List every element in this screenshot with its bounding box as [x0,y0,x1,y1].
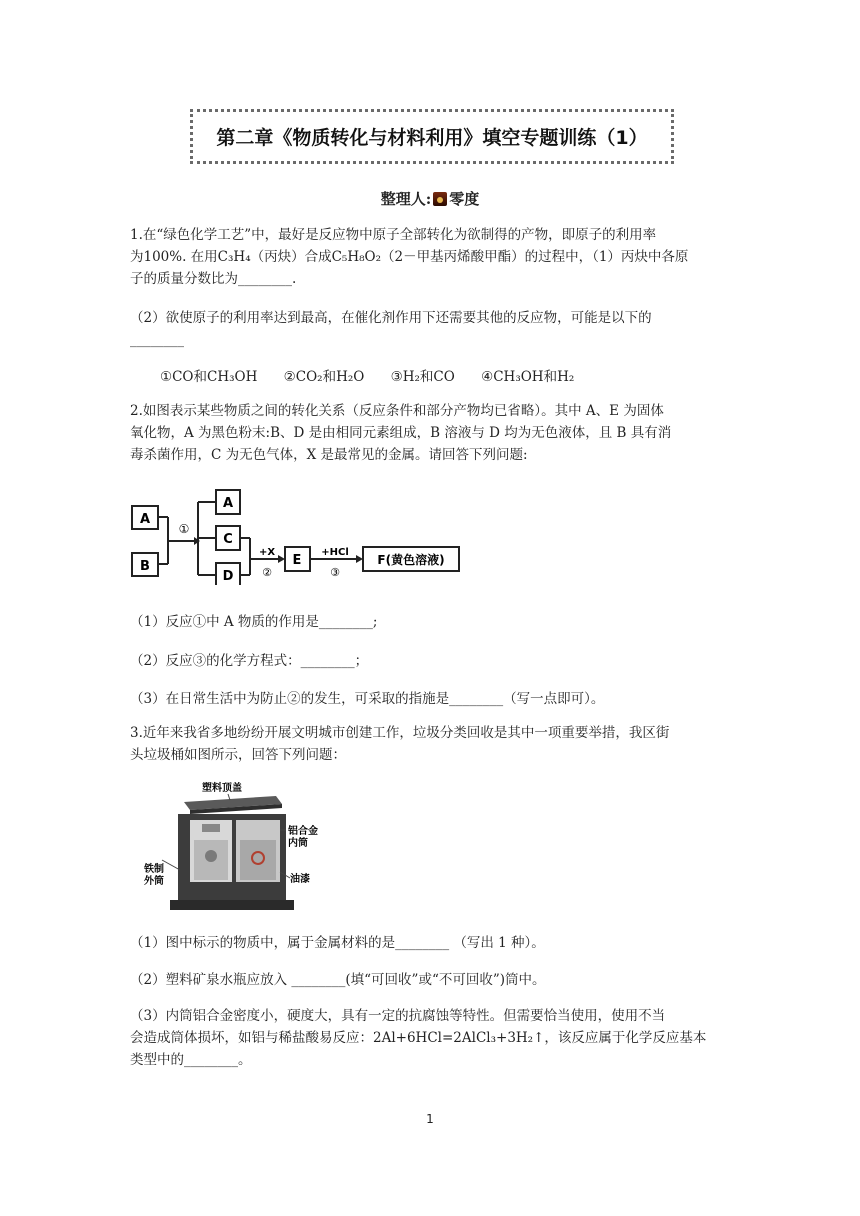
title-box [190,109,674,164]
q1-option-3: ③H₂和CO [390,369,455,385]
box-d-label: D [222,569,234,584]
reagent-x-label: +X [258,547,276,558]
q3-sub-2-text: （2）塑料矿泉水瓶应放入 ________(填“可回收”或“不可回收”)筒中。 [130,972,546,988]
step-3-label: ③ [330,566,340,579]
q1-line-1: 1.在“绿色化学工艺”中，最好是反应物中原子全部转化为欲制得的产物，即原子的利用率 [130,227,657,243]
q1-option-4: ④CH₃OH和H₂ [481,369,575,385]
question-1-part-2 [130,307,730,351]
label-iron: 铁制 [144,864,164,875]
q1-blank: ________ [130,332,184,348]
q3-sub-1-text: （1）图中标示的物质中，属于金属材料的是________ （写出 1 种）。 [130,935,545,951]
q3-sub-3-line-3: 类型中的________。 [130,1052,252,1068]
q1-sub-2: （2）欲使原子的利用率达到最高，在催化剂作用下还需要其他的反应物，可能是以下的 [130,310,652,326]
bin-inner-right-shape [240,840,276,880]
page-title: 第二章《物质转化与材料利用》填空专题训练（1） [216,127,648,149]
compiler-label: 整理人: [380,190,432,208]
box-c-label: C [223,532,233,547]
q3-sub-1 [130,932,730,954]
label-plastic-lid: 塑料顶盖 [202,783,242,794]
q3-sub-2 [130,969,730,991]
box-a1-label: A [139,512,151,527]
box-b-label: B [140,559,150,574]
box-f-label: F(黄色溶液) [377,553,445,567]
q1-option-1: ①CO和CH₃OH [160,369,258,385]
compiler-line [0,188,860,209]
q3-sub-3-line-2: 会造成筒体损坏，如铝与稀盐酸易反应：2Al+6HCl=2AlCl₃+3H₂↑，该反应属于化学反应基本 [130,1030,707,1046]
q1-line-2: 为100%. 在用C₃H₄（丙炔）合成C₅H₈O₂（2－甲基丙烯酸甲酯）的过程中，（1）丙炔中各原 [130,249,689,265]
page-number: 1 [426,1112,434,1126]
q2-sub-3-text: （3）在日常生活中为防止②的发生，可采取的指施是________（写一点即可）。 [130,691,605,707]
q3-sub-3-line-1: （3）内筒铝合金密度小，硬度大，具有一定的抗腐蚀等特性。但需要恰当使用，使用不当 [130,1008,666,1024]
q2-flow-diagram [128,485,463,585]
label-inner-tube: 内筒 [288,838,308,849]
q3-line-1: 3.近年来我省多地纷纷开展文明城市创建工作，垃圾分类回收是其中一项重要举措，我区街 [130,725,670,741]
q2-line-1: 2.如图表示某些物质之间的转化关系（反应条件和部分产物均已省略）。其中 A、E 为固体 [130,403,664,419]
q3-line-2: 头垃圾桶如图所示，回答下列问题： [130,747,346,763]
compiler-logo-icon [433,192,447,206]
question-1 [130,224,730,290]
step-2-label: ② [262,566,272,579]
question-3 [130,722,730,766]
q2-line-2: 氧化物，A 为黑色粉末:B、D 是由相同元素组成，B 溶液与 D 均为无色液体，且 B 具有消 [130,425,672,441]
q2-sub-1 [130,611,730,633]
q2-sub-1-text: （1）反应①中 A 物质的作用是________; [130,614,378,630]
q2-line-3: 毒杀菌作用，C 为无色气体，X 是最常见的金属。请回答下列问题: [130,447,528,463]
box-e-label: E [292,553,302,568]
label-aluminum-alloy: 铝合金 [288,826,318,837]
q2-sub-2-text: （2）反应③的化学方程式：________； [130,653,369,669]
q1-options [160,366,760,388]
label-paint: 油漆 [290,874,310,885]
label-outer-tube: 外筒 [144,876,164,887]
q1-line-3: 子的质量分数比为________. [130,271,297,287]
reagent-hcl-label: +HCl [321,547,349,558]
question-2 [130,400,730,466]
bin-base-shape [170,900,294,910]
q2-sub-3 [130,688,730,710]
box-a2-label: A [222,496,234,511]
trash-bin-figure [140,780,340,920]
q3-sub-3 [130,1005,730,1071]
q1-option-2: ②CO₂和H₂O [283,369,365,385]
step-1-label: ① [178,522,190,536]
compiler-name: 零度 [449,190,480,208]
q2-sub-2 [130,650,730,672]
